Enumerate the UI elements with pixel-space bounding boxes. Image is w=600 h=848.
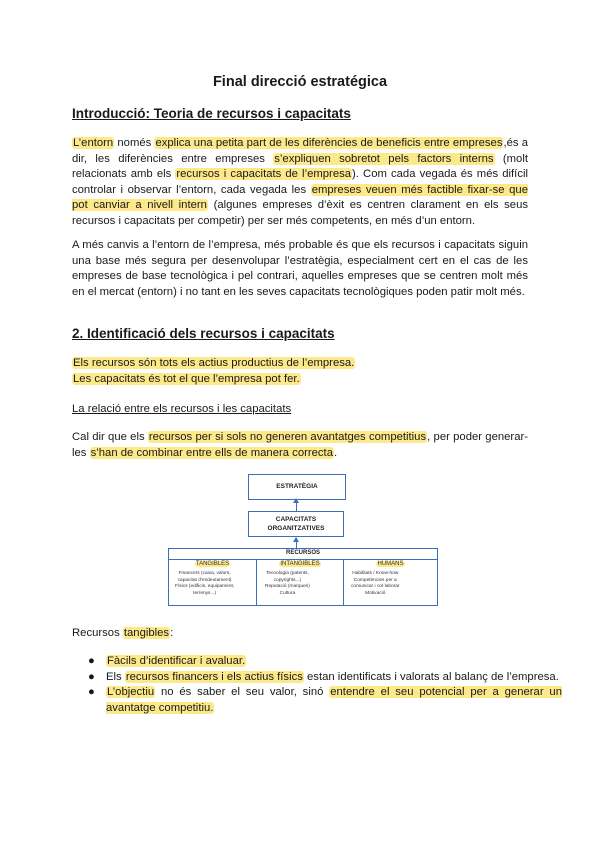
diagram-item: terrenys...): [193, 590, 217, 596]
diagram-item: copyrights...): [273, 577, 302, 583]
hl-potencial: entendre el seu potencial per a generar un avantatge competitiu.: [106, 686, 562, 714]
hl-nivell-intern: empreses veuen més factible fixar-se que pot canviar a nivell intern: [72, 183, 528, 212]
hl-def-recursos: Els recursos són tots els actius productius de l’empresa.: [73, 357, 355, 369]
hl-def-capacitats: Les capacitats és tot el que l’empresa pot fer.: [73, 373, 300, 385]
diagram-item: Reputació (marques): [265, 584, 310, 589]
relation-subheading: La relació entre els recursos i les capacitats: [72, 403, 292, 415]
diagram-col-tangibles: [169, 561, 256, 567]
hl-objectiu: L’objectiu: [107, 686, 155, 699]
diagram-tangibles-items: [175, 571, 234, 597]
list-item: [88, 670, 562, 686]
diagram-item: capacitat d’endeutament): [177, 577, 232, 583]
diagram-item: Tecnologia (patents,: [265, 571, 309, 576]
hl-no-generen: recursos per si sols no generen avantatges competitius: [148, 431, 427, 443]
text-run: (molt relacionats amb els: [72, 152, 528, 181]
diagram-item: Cultura: [279, 590, 296, 596]
text-run: només: [114, 137, 155, 149]
text-run: (algunes empreses d’èxit es centren clarament en els seus recursos i capacitats per competir) per ser més competents, en més d’un entorn.: [72, 199, 528, 227]
bullet-dot-icon: ●: [88, 655, 95, 667]
definition-recursos: [72, 356, 355, 372]
bullet-dot-icon: ●: [88, 686, 95, 699]
relation-paragraph: [72, 430, 528, 461]
text-run: no és saber el seu valor, sinó: [155, 686, 330, 699]
hl-combinar: s’han de combinar entre ells de manera correcta: [90, 446, 333, 459]
intro-paragraph-1: [72, 136, 528, 230]
diagram-col-humans-label: HUMANS: [377, 561, 404, 567]
tangibles-bullet-list: [72, 654, 562, 716]
diagram-recursos-box: [168, 548, 438, 606]
diagram-recursos-label: RECURSOS: [285, 550, 320, 556]
hl-facils: Fàcils d’identificar i avaluar.: [107, 655, 246, 667]
diagram-capacitats-line2: ORGANITZATIVES: [267, 525, 325, 532]
section2-heading: 2. Identificació dels recursos i capacitats: [72, 326, 335, 341]
text-run: ,és a dir, les diferències entre empreses: [72, 137, 529, 165]
text-run: , per poder generar-les: [72, 431, 528, 459]
bullet-dot-icon: ●: [88, 670, 95, 683]
diagram-intangibles-items: [265, 571, 310, 597]
text-run: .: [333, 446, 338, 459]
diagram-col-intangibles-label: INTANGIBLES: [280, 561, 320, 567]
list-item: [88, 654, 562, 670]
hl-entorn: L’entorn: [73, 137, 114, 149]
diagram-item: comunicar i col·laborar: [351, 584, 400, 589]
diagram-col-tangibles-label: TANGIBLES: [195, 561, 230, 567]
diagram-capacitats-box: [248, 511, 344, 537]
text-run: estan identificats i valorats al balanç de l’empresa.: [303, 670, 559, 683]
list-item: [88, 685, 562, 716]
diagram-capacitats-line1: CAPACITATS: [275, 516, 317, 523]
document-title: Final direcció estratégica: [212, 74, 388, 90]
diagram-col-intangibles: [257, 561, 343, 567]
diagram-arrow-up-1: [296, 499, 297, 511]
text-run: ). Com cada vegada és més difícil controlar i observar l’entorn, cada vegada les: [72, 168, 528, 196]
diagram-divider: [169, 559, 437, 560]
diagram-col-humans: [344, 561, 437, 567]
diagram-item: Habilitats / Know-how: [352, 571, 399, 576]
hl-factors-interns: s’expliquen sobretot pels factors interns: [274, 152, 494, 165]
diagram-item: Competències per a: [353, 577, 397, 583]
hl-tangibles: tangibles: [123, 627, 170, 639]
definition-capacitats: [72, 372, 301, 388]
hl-recursos-capacitats: recursos i capacitats de l’empresa: [176, 168, 352, 181]
diagram-item: Motivació: [365, 590, 386, 596]
text-run: Recursos: [72, 627, 123, 639]
hl-explica: explica una petita part de les diferències de beneficis entre empreses: [155, 137, 503, 149]
text-run: Els: [106, 670, 125, 683]
diagram-item: Físics (edificis, equipament,: [175, 584, 235, 589]
diagram-arrow-up-2: [296, 538, 297, 548]
tangibles-label: [72, 626, 173, 642]
hl-financers-fisics: recursos financers i els actius físics: [125, 670, 303, 683]
text-run: :: [170, 627, 174, 639]
diagram-estrategia-box: ESTRATÈGIA: [248, 474, 346, 500]
resources-diagram: [168, 474, 438, 606]
diagram-item: Financers (caixa, valors,: [178, 571, 231, 576]
intro-paragraph-2: A més canvis a l’entorn de l’empresa, més probable és que els recursos i capacitats siguin una base més segura per desenvolupar l’estratègia, especialment cert en el cas de les empreses de base tecnològica i pel contrari, aquelles empreses que se centren molt més en el mercat (entorn) i no tant en les seves capacitats tecnològiques poden patir molt més.: [72, 239, 528, 298]
intro-heading: Introducció: Teoria de recursos i capacitats: [72, 106, 351, 121]
text-run: Cal dir que els: [72, 431, 148, 443]
diagram-humans-items: [351, 571, 400, 597]
